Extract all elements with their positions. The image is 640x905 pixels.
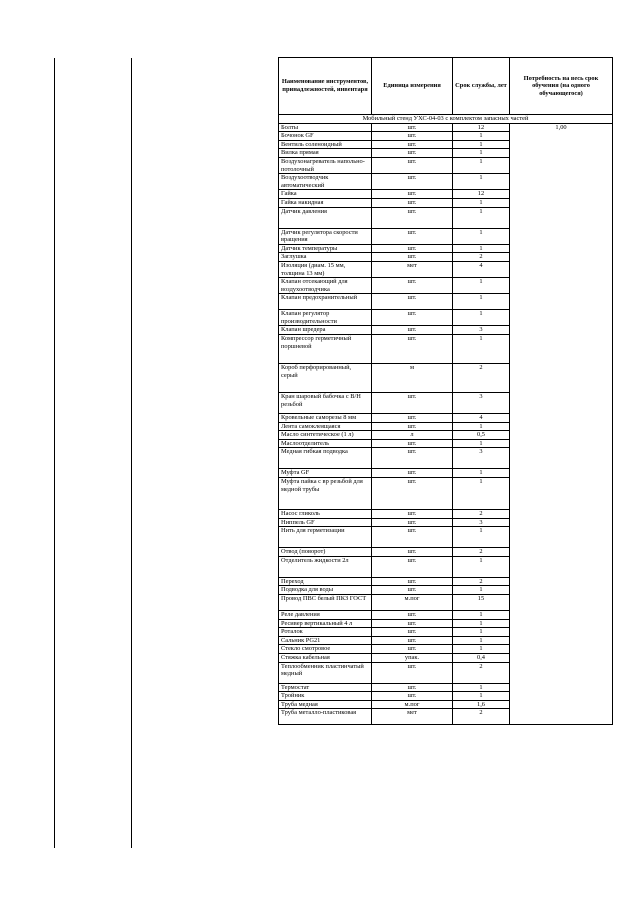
item-life: 1 [453, 198, 510, 207]
item-name: Кран шаровый бабочка с В/Н резьбой [279, 393, 372, 414]
item-life: 1 [453, 619, 510, 628]
item-name: Реле давления [279, 611, 372, 620]
item-name: Датчик регулятора скорости вращения [279, 228, 372, 244]
item-name: Теплообменник пластинчатый медный [279, 662, 372, 683]
item-name: Кровельные саморезы 8 мм [279, 414, 372, 423]
item-name: Компрессор герметичный поршневой [279, 335, 372, 364]
item-unit: шт. [372, 636, 453, 645]
item-name: Тройник [279, 692, 372, 701]
item-unit: шт. [372, 628, 453, 637]
item-life: 1 [453, 683, 510, 692]
section-row [279, 115, 613, 124]
item-unit: шт. [372, 414, 453, 423]
item-life: 12 [453, 123, 510, 132]
item-life: 1 [453, 278, 510, 294]
header-need: Потребность на весь срок обучения (на одного обучающегося) [510, 58, 613, 115]
item-name: Воздухоотводчик автоматический [279, 174, 372, 190]
left-margin-line-1 [54, 58, 55, 848]
item-name: Лента самоклеящаяся [279, 422, 372, 431]
item-unit: шт. [372, 586, 453, 595]
table-row [279, 123, 613, 132]
item-unit: шт. [372, 207, 453, 228]
inventory-table [278, 57, 613, 725]
item-name: Подводка для воды [279, 586, 372, 595]
item-unit: шт. [372, 244, 453, 253]
header-name: Наименование инструментов, принадлежностей, инвентаря [279, 58, 372, 115]
item-unit: шт. [372, 228, 453, 244]
item-life: 2 [453, 510, 510, 519]
item-unit: шт. [372, 278, 453, 294]
item-name: Сальник PG21 [279, 636, 372, 645]
item-unit: м [372, 364, 453, 393]
item-unit: шт. [372, 294, 453, 310]
item-life: 0,5 [453, 431, 510, 440]
item-name: Стекло смотровое [279, 645, 372, 654]
item-name: Нить для герметизации [279, 527, 372, 548]
item-unit: шт. [372, 422, 453, 431]
item-life: 1 [453, 422, 510, 431]
item-name: Переход [279, 577, 372, 586]
item-life: 1 [453, 157, 510, 173]
item-unit: шт. [372, 253, 453, 262]
left-margin-line-2 [131, 58, 132, 848]
item-unit: м.пог [372, 595, 453, 611]
item-unit: шт. [372, 611, 453, 620]
item-name: Вентиль соленоидный [279, 140, 372, 149]
item-unit: шт. [372, 123, 453, 132]
item-name: Вилка прямая [279, 149, 372, 158]
item-unit: шт. [372, 310, 453, 326]
item-life: 3 [453, 393, 510, 414]
item-life: 3 [453, 448, 510, 469]
header-unit: Единица измерения [372, 58, 453, 115]
item-life: 1 [453, 527, 510, 548]
item-name: Насос гликоль [279, 510, 372, 519]
item-name: Клапан предохранительный [279, 294, 372, 310]
item-name: Гайка [279, 190, 372, 199]
item-life: 1 [453, 335, 510, 364]
item-life: 1 [453, 174, 510, 190]
item-unit: шт. [372, 556, 453, 577]
item-name: Муфта GF [279, 469, 372, 478]
item-unit: шт. [372, 518, 453, 527]
item-life: 1 [453, 132, 510, 141]
item-unit: шт. [372, 393, 453, 414]
item-name: Стяжка кабельная [279, 653, 372, 662]
item-life: 1 [453, 310, 510, 326]
item-name: Маслоотделитель [279, 439, 372, 448]
item-name: Ресивер вертикальный 4 л [279, 619, 372, 628]
item-unit: шт. [372, 619, 453, 628]
item-life: 2 [453, 253, 510, 262]
item-name: Гайка накидная [279, 198, 372, 207]
need-value: 1,00 [510, 123, 613, 725]
item-unit: мет [372, 709, 453, 725]
item-life: 1 [453, 149, 510, 158]
item-life: 2 [453, 709, 510, 725]
item-life: 1 [453, 478, 510, 510]
item-name: Клапан регулятор производительности [279, 310, 372, 326]
item-life: 1 [453, 294, 510, 310]
item-life: 1 [453, 586, 510, 595]
item-name: Воздухонагреватель напольно-потолочный [279, 157, 372, 173]
item-unit: шт. [372, 683, 453, 692]
item-life: 1 [453, 207, 510, 228]
item-life: 1,6 [453, 700, 510, 709]
item-life: 1 [453, 469, 510, 478]
item-unit: шт. [372, 149, 453, 158]
item-life: 1 [453, 611, 510, 620]
item-unit: шт. [372, 577, 453, 586]
item-life: 1 [453, 636, 510, 645]
item-name: Клапан отсекающий для воздухоотводчика [279, 278, 372, 294]
item-life: 1 [453, 140, 510, 149]
item-life: 4 [453, 261, 510, 277]
item-unit: шт. [372, 174, 453, 190]
item-life: 1 [453, 628, 510, 637]
item-life: 1 [453, 645, 510, 654]
item-unit: шт. [372, 527, 453, 548]
item-name: Медная гибкая подводка [279, 448, 372, 469]
item-life: 15 [453, 595, 510, 611]
item-unit: шт. [372, 439, 453, 448]
item-unit: мет [372, 261, 453, 277]
item-unit: шт. [372, 190, 453, 199]
item-life: 2 [453, 548, 510, 557]
item-unit: шт. [372, 645, 453, 654]
item-name: Отвод (поворот) [279, 548, 372, 557]
item-unit: шт. [372, 662, 453, 683]
item-unit: шт. [372, 469, 453, 478]
item-life: 1 [453, 692, 510, 701]
item-unit: шт. [372, 510, 453, 519]
item-unit: шт. [372, 448, 453, 469]
item-name: Роталок [279, 628, 372, 637]
item-name: Клапан шредера [279, 326, 372, 335]
item-life: 2 [453, 662, 510, 683]
item-name: Провод ПВС белый ПКЗ ГОСТ [279, 595, 372, 611]
item-life: 2 [453, 577, 510, 586]
item-name: Заглушка [279, 253, 372, 262]
table-header-row [279, 58, 613, 115]
item-name: Короб перфорированный, серый [279, 364, 372, 393]
item-name: Труба металло-пластиковая [279, 709, 372, 725]
item-unit: упак. [372, 653, 453, 662]
item-unit: шт. [372, 478, 453, 510]
item-life: 1 [453, 556, 510, 577]
item-life: 1 [453, 439, 510, 448]
item-life: 3 [453, 518, 510, 527]
item-name: Термостат [279, 683, 372, 692]
item-life: 1 [453, 244, 510, 253]
item-unit: шт. [372, 335, 453, 364]
header-life: Срок службы, лет [453, 58, 510, 115]
item-unit: м.пог [372, 700, 453, 709]
item-life: 0,4 [453, 653, 510, 662]
item-name: Ниппель GF [279, 518, 372, 527]
item-life: 2 [453, 364, 510, 393]
section-title: Мобильный стенд УХС-04-03 с комплектом запасных частей [279, 115, 613, 124]
item-life: 1 [453, 228, 510, 244]
item-name: Труба медная [279, 700, 372, 709]
item-unit: шт. [372, 326, 453, 335]
item-unit: шт. [372, 198, 453, 207]
item-name: Датчик температуры [279, 244, 372, 253]
item-name: Масло синтетическое (1 л) [279, 431, 372, 440]
item-unit: шт. [372, 157, 453, 173]
item-name: Болты [279, 123, 372, 132]
item-life: 12 [453, 190, 510, 199]
item-name: Муфта пайка с вр резьбой для медной трубы [279, 478, 372, 510]
item-life: 4 [453, 414, 510, 423]
item-unit: шт. [372, 692, 453, 701]
item-name: Отделитель жидкости 2л [279, 556, 372, 577]
item-name: Изоляция (диам. 15 мм, толщина 13 мм) [279, 261, 372, 277]
item-unit: л [372, 431, 453, 440]
item-unit: шт. [372, 132, 453, 141]
item-life: 3 [453, 326, 510, 335]
item-name: Датчик давления [279, 207, 372, 228]
item-unit: шт. [372, 140, 453, 149]
item-unit: шт. [372, 548, 453, 557]
item-name: Бочонок GF [279, 132, 372, 141]
